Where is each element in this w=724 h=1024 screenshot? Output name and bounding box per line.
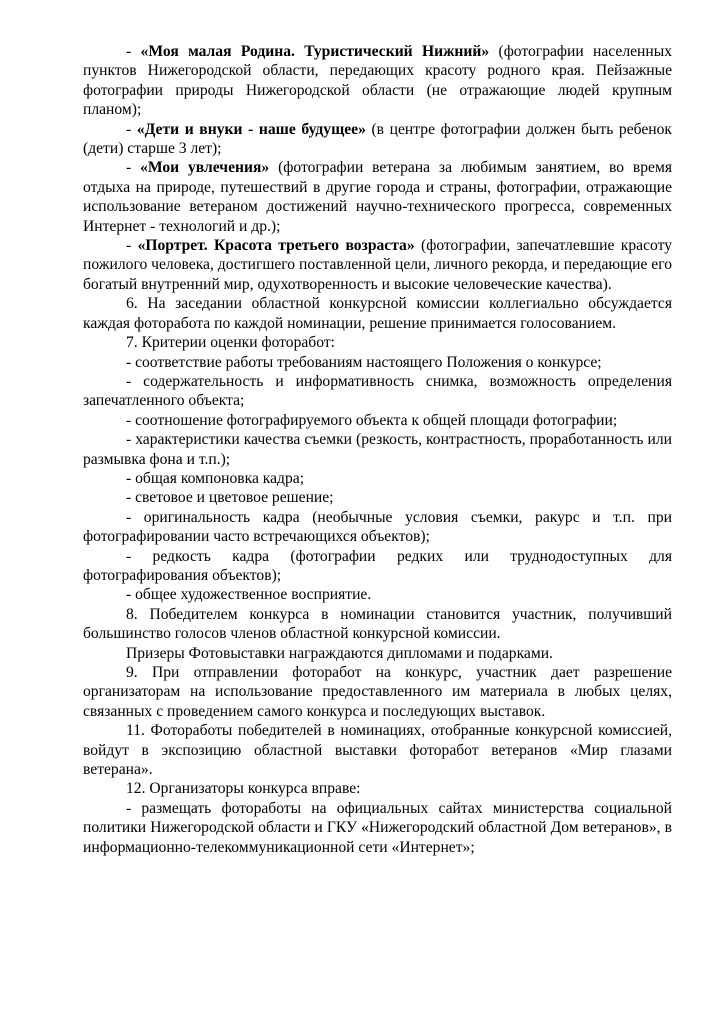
nomination-homeland: - «Моя малая Родина. Туристический Нижний» (фотографии населенных пунктов Нижегородской области, передающих красоту родного края. Пейзажные фотографии природы Нижегородской области (не отражающие людей крупным планом);	[83, 43, 673, 119]
nomination-title: «Мои увлечения»	[140, 159, 270, 177]
nomination-description: (фотографии ветерана за любимым занятием, во время отдыха на природе, путешествий в другие города и страны, фотографии, отражающие использование ветераном достижений научно-технического прогресса, современных Интернет - технологий и др.);	[83, 159, 673, 235]
item-9: 9. При отправлении фоторабот на конкурс, участник дает разрешение организаторам на использование предоставленного им материала в любых целях, связанных с проведением самого конкурса и последующих выставок.	[83, 664, 672, 720]
criterion-1: - соответствие работы требованиям настоящего Положения о конкурсе;	[126, 353, 602, 371]
criterion-6: - световое и цветовое решение;	[126, 489, 334, 507]
nomination-portrait: - «Портрет. Красота третьего возраста» (фотографии, запечатлевшие красоту пожилого человека, достигшего поставленной цели, личного рекорда, и передающие его богатый внутренний мир, одухотворенность и высокие человеческие качества).	[83, 237, 672, 293]
item-7: 7. Критерии оценки фоторабот:	[126, 334, 335, 352]
item-12: 12. Организаторы конкурса вправе:	[126, 780, 361, 798]
nomination-title: «Дети и внуки - наше будущее»	[136, 120, 366, 138]
criterion-9: - общее художественное восприятие.	[126, 586, 372, 604]
criterion-7: - оригинальность кадра (необычные условия съемки, ракурс и т.п. при фотографировании часто встречающихся объектов);	[83, 508, 672, 546]
criterion-8: - редкость кадра (фотографии редких или труднодоступных для фотографирования объектов);	[83, 547, 672, 584]
item-12-right-1: - размещать фотоработы на официальных сайтах министерства социальной политики Нижегородской области и ГКУ «Нижегородский областной Дом ветеранов», в информационно-телекоммуникационной сети «Интернет»;	[83, 799, 672, 856]
nomination-children: - «Дети и внуки - наше будущее» (в центре фотографии должен быть ребенок (дети) старше 3 лет);	[83, 120, 673, 158]
criterion-2: - содержательность и информативность снимка, возможность определения запечатленного объекта;	[83, 372, 672, 410]
document-body	[83, 42, 672, 857]
nomination-description: (фотографии населенных пунктов Нижегородской области, передающих красоту родного края. Пейзажные фотографии природы Нижегородской области (не отражающие людей крупным планом);	[83, 43, 673, 119]
criterion-4: - характеристики качества съемки (резкость, контрастность, проработанность или размывка фона и т.п.);	[83, 431, 672, 468]
nomination-description: (фотографии, запечатлевшие красоту пожилого человека, достигшего поставленной цели, личного рекорда, и передающие его богатый внутренний мир, одухотворенность и высокие человеческие качества).	[83, 237, 672, 293]
item-11: 11. Фотоработы победителей в номинациях, отобранные конкурсной комиссией, войдут в экспозицию областной выставки фоторабот ветеранов «Мир глазами ветерана».	[83, 722, 672, 779]
nomination-title: «Портрет. Красота третьего возраста»	[137, 237, 415, 255]
nomination-description: (в центре фотографии должен быть ребенок (дети) старше 3 лет);	[83, 120, 673, 158]
item-8: 8. Победителем конкурса в номинации становится участник, получивший большинство голосов членов областной конкурсной комиссии.	[83, 605, 672, 643]
item-8-prizes: Призеры Фотовыставки награждаются дипломами и подарками.	[126, 644, 553, 662]
criterion-3: - соотношение фотографируемого объекта к общей площади фотографии;	[126, 411, 618, 429]
nomination-title: «Моя малая Родина. Туристический Нижний»	[140, 43, 490, 60]
criterion-5: - общая компоновка кадра;	[126, 469, 305, 487]
item-6: 6. На заседании областной конкурсной комиссии коллегиально обсуждается каждая фоторабота по каждой номинации, решение принимается голосованием.	[83, 295, 672, 332]
nomination-hobbies: - «Мои увлечения» (фотографии ветерана за любимым занятием, во время отдыха на природе, путешествий в другие города и страны, фотографии, отражающие использование ветераном достижений научно-технического прогресса, современных Интернет - технологий и др.);	[83, 159, 673, 235]
